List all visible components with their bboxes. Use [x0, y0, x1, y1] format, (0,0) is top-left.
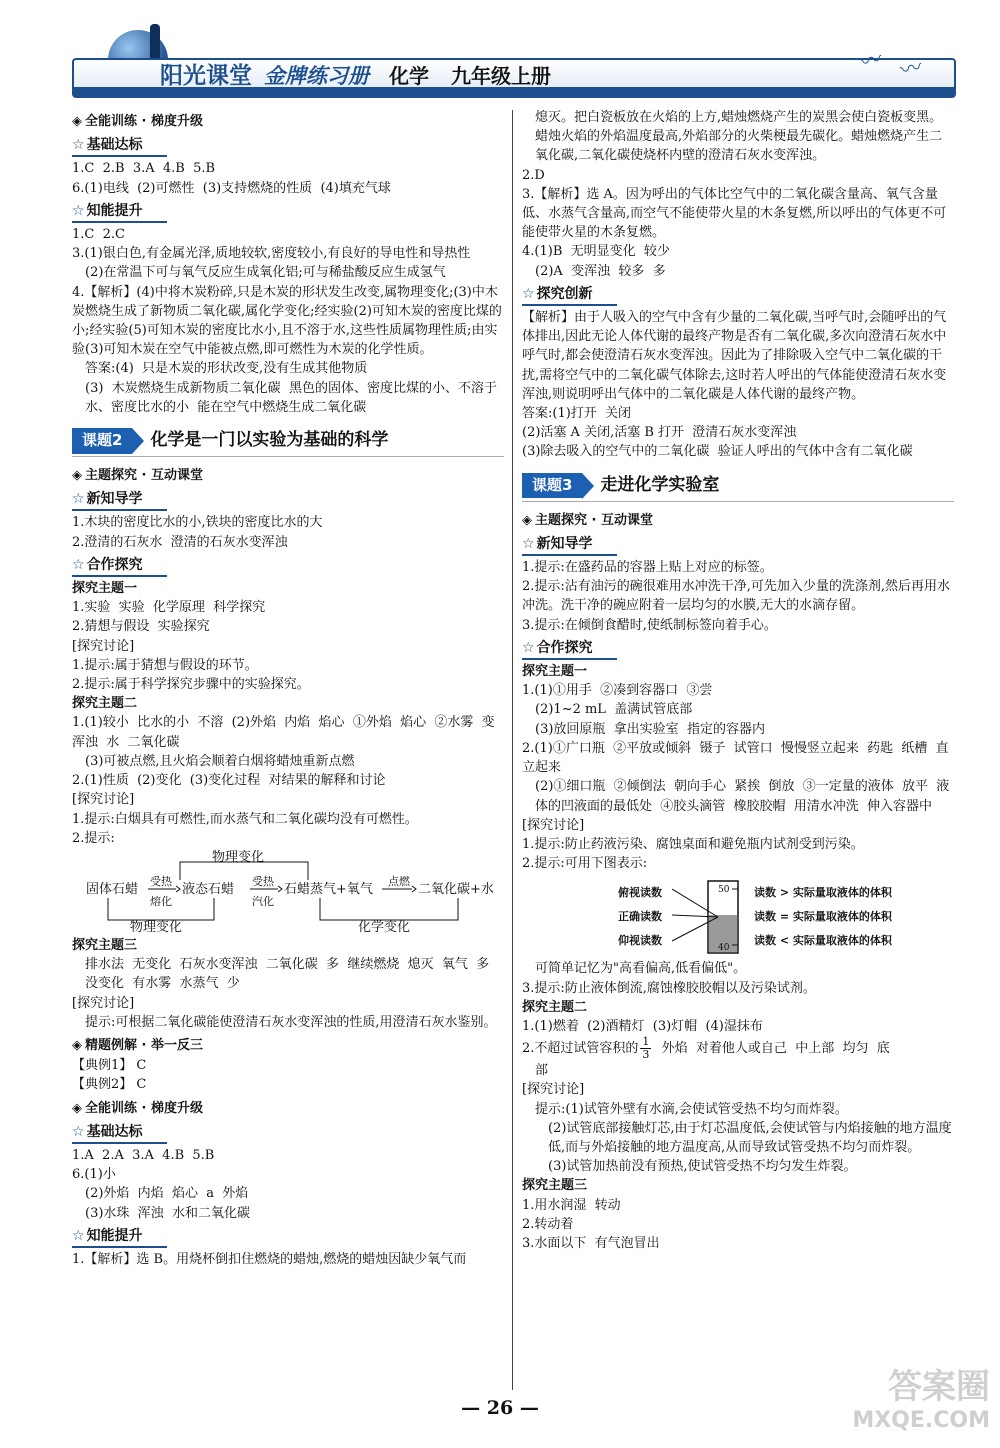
scale-label: 50 [718, 885, 730, 896]
answer-line: 6.(1)小 [72, 1167, 116, 1183]
brand-title [160, 58, 551, 94]
answer-line: 1.【解析】选 B。用烧杯倒扣住燃烧的蜡烛,燃烧的蜡烛因缺少氧气而 [72, 1251, 467, 1267]
answer-line: (3)除去吸入的空气中的二氧化碳 验证人呼出的气体中含有二氧化碳 [522, 444, 913, 460]
section-heading: ◈ 主题探究 · 互动课堂 [72, 466, 504, 485]
answer-line: 2.提示:可用下图表示: [522, 856, 648, 872]
lesson-header [72, 426, 504, 457]
answer-line: 答案:(1)打开 关闭 [522, 406, 632, 422]
subsection-tag: ☆ 合作探究 [72, 556, 167, 577]
answer-line [522, 1036, 954, 1061]
answer-line: 3.提示:防止液体倒流,腐蚀橡胶胶帽以及污染试剂。 [522, 980, 816, 996]
answer-line: 2.澄清的石灰水 澄清的石灰水变浑浊 [72, 534, 288, 550]
scale-label: 40 [718, 943, 730, 954]
answer-line: (2)外焰 内焰 焰心 a 外焰 [85, 1186, 249, 1202]
subsection-tag: ☆ 知能提升 [72, 1227, 167, 1248]
answer-line: 4.【解析】(4)中将木炭粉碎,只是木炭的形状发生改变,属物理变化;(3)中木炭燃烧生成了新物质二氧化碳,属化学变化;经实验(2)可知木炭的密度比煤的小;经实验(5)可知木炭的密度比水小,且不溶于水,这些性质属物理性质;由实验(3)可知木炭在空气中能被点燃,即可燃性为木炭的化学性质。 [72, 284, 502, 358]
right-column [522, 108, 954, 1253]
watermark-line: MXQE.COM [852, 1408, 990, 1433]
answer-line: 1.C 2.C [72, 227, 125, 243]
watermark-line: 答案圈 [888, 1367, 990, 1407]
bird-icon: 〰 [898, 54, 925, 84]
answer-line: (2)试管底部接触灯芯,由于灯芯温度低,会使试管与内焰接触的地方温度低,而与外焰接触的地方温度高,从而导致试管受热不均匀而炸裂。 [548, 1120, 952, 1155]
lesson-title: 走进化学实验室 [600, 475, 720, 496]
answer-line: 3.水面以下 有气泡冒出 [522, 1235, 660, 1251]
diagram-label: 受热 [150, 874, 172, 888]
fraction-denominator: 3 [642, 1048, 650, 1062]
answer-line: 【解析】由于人吸入的空气中含有少量的二氧化碳,当呼气时,会随呼出的气体排出,因此无论人体代谢的最终产物是否有二氧化碳,多次向澄清石灰水中呼气时,都会使澄清石灰水变浑浊。因此为了排除吸入空气中二氧化碳的干扰,需将空气中的二氧化碳气体除去,这时若人呼出的气体能使澄清石灰水变浑浊,则说明呼出气体中的二氧化碳是人体代谢的最终产物。 [522, 310, 947, 402]
diagram-node: 液态石蜡 [182, 881, 235, 897]
answer-line: 1.木块的密度比水的小,铁块的密度比水的大 [72, 515, 323, 531]
answer-line: 1.提示:在盛药品的容器上贴上对应的标签。 [522, 560, 773, 576]
figure-icon [150, 24, 160, 58]
discussion-label: [探究讨论] [522, 1082, 585, 1098]
section-heading: ◈ 主题探究 · 互动课堂 [522, 511, 954, 530]
answer-line: (3)放回原瓶 拿出实验室 指定的容器内 [535, 721, 765, 737]
view-label: 正确读数 [618, 910, 662, 924]
lesson-title: 化学是一门以实验为基础的科学 [150, 430, 389, 451]
answer-line: 2.(1)①广口瓶 ②平放或倾斜 镊子 试管口 慢慢竖立起来 药匙 纸槽 直立起来 [522, 740, 949, 776]
reading-result: 读数 = 实际量取液体的体积 [754, 910, 892, 924]
answer-line: 2.提示: [72, 830, 115, 846]
answer-line: (3) 木炭燃烧生成新物质二氧化碳 黑色的固体、密度比煤的小、不溶于水、密度比水的小 能在空气中燃烧生成二氧化碳 [85, 380, 497, 415]
answer-line: 2.转动着 [522, 1216, 574, 1232]
answer-line: 1.实验 实验 化学原理 科学探究 [72, 600, 266, 616]
watermark [852, 1367, 990, 1438]
brand-series: 金牌练习册 [264, 64, 369, 88]
section-heading: ◈ 全能训练 · 梯度升级 [72, 112, 504, 131]
answer-line: 3.【解析】选 A。因为呼出的气体比空气中的二氧化碳含量高、氧气含量低、水蒸气含量高,而空气不能使带火星的木条复燃,所以呼出的气体更不可能使带火星的木条复燃。 [522, 186, 947, 241]
cylinder-reading-diagram [522, 877, 954, 957]
answer-line: (3)可被点燃,且火焰会顺着白烟将蜡烛重新点燃 [85, 753, 355, 769]
page-header [0, 0, 1000, 108]
diagram-node: 石蜡蒸气+氧气 [284, 881, 373, 897]
answer-line: 3.提示:在倾倒食醋时,使纸制标签向着手心。 [522, 617, 777, 633]
subsection-tag: ☆ 知能提升 [72, 202, 167, 223]
answer-line: 【典例1】 C [72, 1058, 147, 1074]
lesson-header [522, 471, 954, 502]
answer-line: 1.用水润湿 转动 [522, 1197, 621, 1213]
section-heading: ◈ 全能训练 · 梯度升级 [72, 1099, 504, 1118]
topic-heading: 探究主题三 [522, 1178, 588, 1194]
topic-heading: 探究主题一 [72, 581, 138, 597]
view-label: 俯视读数 [618, 886, 662, 900]
column-divider [512, 110, 513, 1390]
page-number: — 26 — [461, 1397, 539, 1419]
topic-heading: 探究主题二 [522, 999, 588, 1015]
diagram-label: 物理变化 [212, 849, 265, 865]
diagram-node: 固体石蜡 [86, 881, 139, 897]
topic-heading: 探究主题三 [72, 937, 138, 953]
answer-line: (2)A 变浑浊 较多 多 [535, 263, 666, 279]
answer-text: 2.不超过试管容积的 [522, 1041, 639, 1057]
subsection-tag: ☆ 基础达标 [72, 1123, 167, 1144]
left-column [72, 108, 504, 1269]
answer-line: 部 [535, 1063, 549, 1079]
diagram-label: 受热 [252, 874, 274, 888]
answer-line: 熄灭。把白瓷板放在火焰的上方,蜡烛燃烧产生的炭黑会使白瓷板变黑。蜡烛火焰的外焰温度最高,外焰部分的火柴梗最先碳化。蜡烛燃烧产生二氧化碳,二氧化碳使烧杯内壁的澄清石灰水变浑浊。 [535, 110, 943, 164]
subsection-tag: ☆ 新知导学 [72, 490, 167, 511]
subsection-tag: ☆ 基础达标 [72, 136, 167, 157]
answer-text: 外焰 对着他人或自己 中上部 均匀 底 [653, 1041, 890, 1057]
subject: 化学 [389, 64, 429, 88]
answer-line: (3)试管加热前没有预热,使试管受热不均匀发生炸裂。 [548, 1159, 857, 1175]
discussion-label: [探究讨论] [72, 638, 135, 654]
view-label: 仰视读数 [618, 934, 662, 948]
topic-heading: 探究主题二 [72, 696, 138, 712]
answer-line: 1.(1)燃着 (2)酒精灯 (3)灯帽 (4)湿抹布 [522, 1018, 763, 1034]
subsection-tag: ☆ 合作探究 [522, 639, 617, 660]
answer-line: 2.(1)性质 (2)变化 (3)变化过程 对结果的解释和讨论 [72, 773, 386, 789]
answer-line: (2)1~2 mL 盖满试管底部 [535, 702, 693, 718]
lesson-number: 课题2 [72, 428, 132, 453]
answer-line: 2.提示:属于科学探究步骤中的实验探究。 [72, 677, 310, 693]
diagram-label: 点燃 [388, 874, 410, 888]
topic-heading: 探究主题一 [522, 664, 588, 680]
answer-line: (3)水珠 浑浊 水和二氧化碳 [85, 1205, 250, 1221]
answer-line: 提示:(1)试管外壁有水滴,会使试管受热不均匀而炸裂。 [535, 1101, 848, 1117]
diagram-label: 熔化 [150, 894, 172, 908]
grade: 九年级上册 [451, 64, 551, 88]
answer-line: 1.A 2.A 3.A 4.B 5.B [72, 1147, 215, 1163]
answer-line: 排水法 无变化 石灰水变浑浊 二氧化碳 多 继续燃烧 熄灭 氧气 多 没变化 有水雾 水蒸气 少 [85, 957, 498, 992]
answer-line: 2.猜想与假设 实验探究 [72, 619, 210, 635]
subsection-tag: ☆ 新知导学 [522, 535, 617, 556]
answer-line: 答案:(4) 只是木炭的形状改变,没有生成其他物质 [85, 361, 368, 377]
diagram-label: 汽化 [252, 894, 274, 908]
reading-result: 读数 > 实际量取液体的体积 [754, 886, 892, 900]
answer-line: (2)活塞 A 关闭,活塞 B 打开 澄清石灰水变浑浊 [522, 425, 797, 441]
fraction [640, 1036, 651, 1061]
diagram-node: 二氧化碳+水 [418, 881, 494, 897]
diagram-label: 物理变化 [130, 919, 183, 935]
answer-line: 2.提示:沾有油污的碗很难用水冲洗干净,可先加入少量的洗涤剂,然后再用水冲洗。洗干净的碗应附着一层均匀的水膜,无大的水滴存留。 [522, 579, 951, 614]
answer-line: 6.(1)电线 (2)可燃性 (3)支持燃烧的性质 (4)填充气球 [72, 180, 391, 196]
answer-line: (2)①细口瓶 ②倾倒法 朝向手心 紧挨 倒放 ③一定量的液体 放平 液体的凹液面的最低处 ④胶头滴管 橡胶胶帽 用清水冲洗 伸入容器中 [535, 779, 950, 814]
answer-line: 1.(1)较小 比水的小 不溶 (2)外焰 内焰 焰心 ①外焰 焰心 ②水雾 变浑浊 水 二氧化碳 [72, 715, 495, 750]
answer-line: 【典例2】 C [72, 1077, 147, 1093]
brand-name: 阳光课堂 [160, 63, 252, 89]
section-heading: ◈ 精题例解 · 举一反三 [72, 1036, 504, 1055]
wax-change-diagram [72, 848, 504, 936]
discussion-label: [探究讨论] [72, 995, 135, 1011]
answer-line: 可简单记忆为"高看偏高,低看偏低"。 [535, 961, 747, 977]
answer-line: 1.提示:防止药液污染、腐蚀桌面和避免瓶内试剂受到污染。 [522, 836, 864, 852]
answer-line: 3.(1)银白色,有金属光泽,质地较软,密度较小,有良好的导电性和导热性 [72, 246, 471, 262]
answer-line: 1.提示:属于猜想与假设的环节。 [72, 657, 258, 673]
subsection-tag: ☆ 探究创新 [522, 285, 617, 306]
bird-icon: 〰 [858, 46, 885, 76]
diagram-label: 化学变化 [358, 919, 411, 935]
lesson-number: 课题3 [522, 473, 582, 498]
fraction-numerator: 1 [642, 1035, 650, 1049]
answer-line: 1.C 2.B 3.A 4.B 5.B [72, 161, 216, 177]
answer-line: 提示:可根据二氧化碳能使澄清石灰水变浑浊的性质,用澄清石灰水鉴别。 [85, 1014, 497, 1030]
answer-line: 2.D [522, 167, 545, 183]
discussion-label: [探究讨论] [72, 792, 135, 808]
discussion-label: [探究讨论] [522, 817, 585, 833]
answer-line: 1.(1)①用手 ②凑到容器口 ③尝 [522, 683, 713, 699]
reading-result: 读数 < 实际量取液体的体积 [754, 934, 892, 948]
answer-line: (2)在常温下可与氧气反应生成氧化铝;可与稀盐酸反应生成氢气 [85, 265, 446, 281]
answer-line: 4.(1)B 无明显变化 较少 [522, 244, 670, 260]
answer-line: 1.提示:白烟具有可燃性,而水蒸气和二氧化碳均没有可燃性。 [72, 811, 418, 827]
